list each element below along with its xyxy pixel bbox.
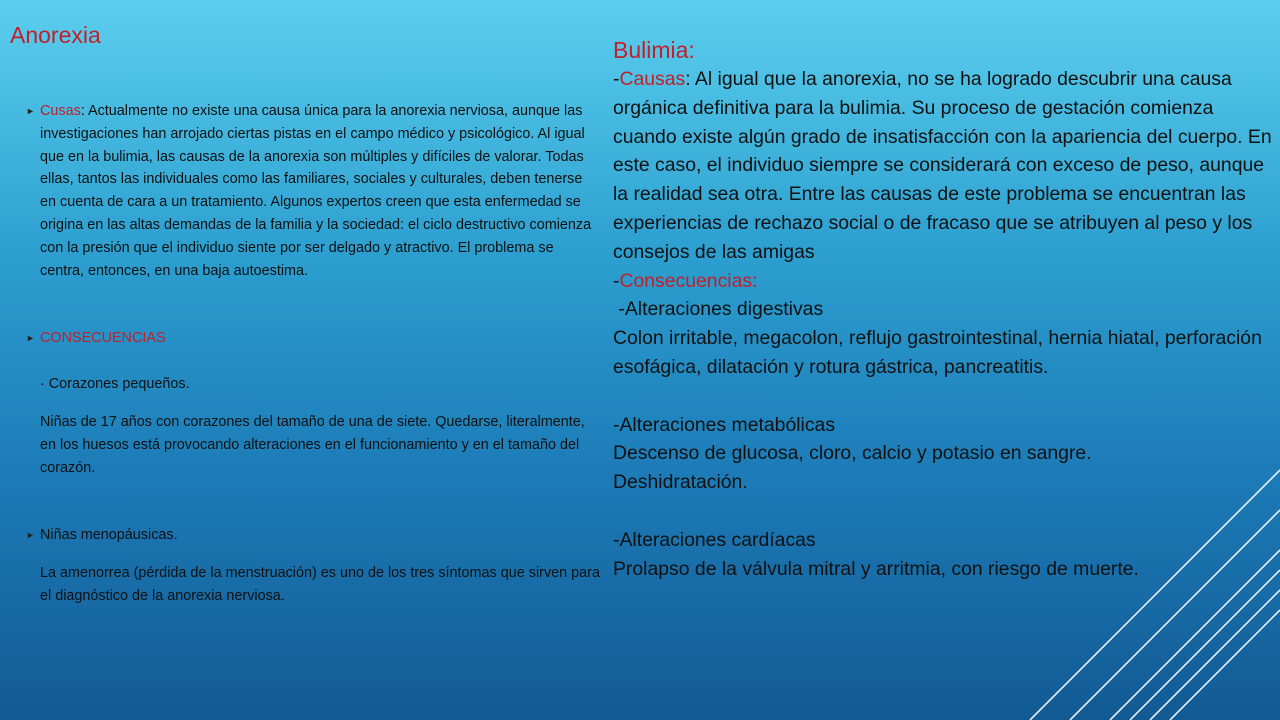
anorexia-causes-item (10, 100, 600, 282)
bulimia-consequences-label: Consecuencias: (619, 269, 758, 292)
anorexia-column (10, 22, 600, 608)
bulimia-consequences (613, 267, 1273, 296)
bulimia-causes-text: : Al igual que la anorexia, no se ha logrado descubrir una causa orgánica definitiva para la bulimia. Su proceso de gestación comienza cuando existe algún grado de insatisfacción con la apariencia del cuerpo. En este caso, el individuo siempre se considerará con exceso de peso, aunque la realidad sea otra. Entre las causas de este problema se encuentran las experiencias de rechazo social o de fracaso que se atribuyen al peso y los consejos de las amigas (613, 68, 1272, 263)
triangle-bullet-icon: ► (26, 333, 35, 344)
cardiac-title: -Alteraciones cardíacas (613, 528, 816, 551)
cardiac-text: Prolapso de la válvula mitral y arritmia, con riesgo de muerte. (613, 557, 1139, 580)
causes-label: Cusas (40, 103, 81, 119)
dash: - (613, 269, 620, 292)
menopause-label: Niñas menopáusicas. (40, 527, 178, 544)
anorexia-title: Anorexia (10, 22, 101, 48)
menopause-item (10, 524, 600, 547)
menopause-text: La amenorrea (pérdida de la menstruación) es uno de los tres síntomas que sirven para el diagnóstico de la anorexia nerviosa. (40, 565, 600, 604)
bulimia-column (613, 37, 1273, 583)
bulimia-causes (613, 65, 1273, 267)
triangle-bullet-icon: ► (26, 106, 35, 116)
causes-text: : Actualmente no existe una causa única para la anorexia nerviosa, aunque las investigaciones han arrojado ciertas pistas en el campo médico y psicológico. Al igual que en la bulimia, las causas de la anorexia son múltiples y difíciles de valorar. Todas ellas, tantos las individuales como las familiares, sociales y culturales, deben tenerse en cuenta de cara a un tratamiento. Algunos expertos creen que esta enfermedad se origina en las altas demandas de la familia y la sociedad: el ciclo destructivo comienza con la presión que el individuo siente por ser delgado y atractivo. El problema se centra, entonces, en una baja autoestima. (40, 103, 592, 279)
small-hearts-text: Niñas de 17 años con corazones del tamaño de una de siete. Quedarse, literalmente, en los huesos está provocando alteraciones en el funcionamiento y en el tamaño del corazón. (40, 413, 585, 476)
bulimia-title: Bulimia: (613, 37, 695, 63)
metabolic-text-2: Deshidratación. (613, 471, 748, 494)
consequences-label: CONSECUENCIAS (40, 330, 166, 347)
anorexia-consequences-item (10, 327, 600, 350)
metabolic-text: Descenso de glucosa, cloro, calcio y potasio en sangre. (613, 442, 1092, 465)
digestive-title: -Alteraciones digestivas (613, 298, 824, 321)
metabolic-title: -Alteraciones metabólicas (613, 413, 836, 436)
small-hearts-label: · Corazones pequeños. (40, 376, 190, 393)
digestive-text: Colon irritable, megacolon, reflujo gastrointestinal, hernia hiatal, perforación esofágica, dilatación y rotura gástrica, pancreatitis. (613, 327, 1262, 378)
bulimia-causes-label: Causas (619, 68, 686, 90)
dash: - (613, 68, 620, 90)
triangle-bullet-icon: ► (26, 530, 35, 541)
